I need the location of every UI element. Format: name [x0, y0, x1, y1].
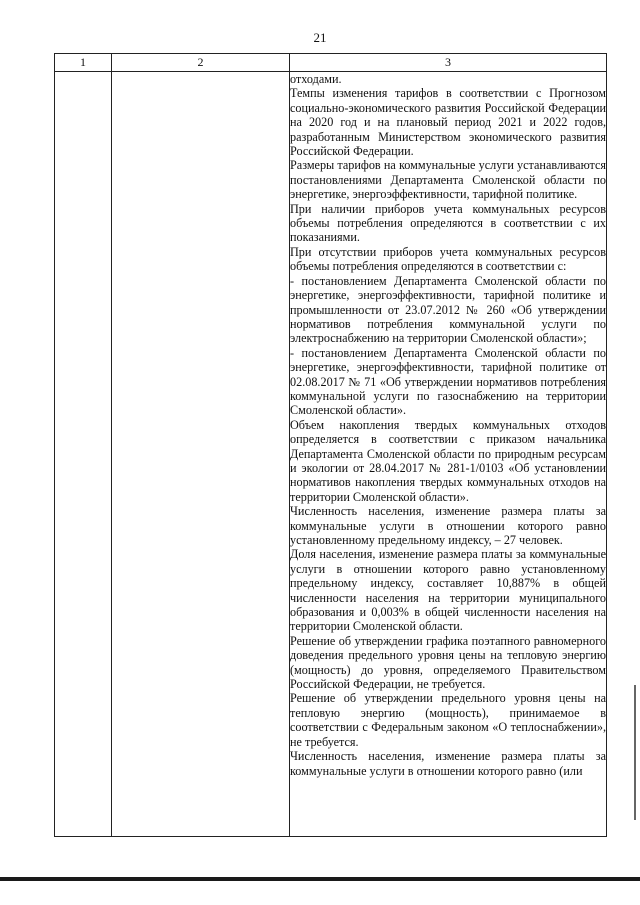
cell-col-2	[112, 72, 290, 837]
paragraph-tariff-rates: Темпы изменения тарифов в соответствии с Прогнозом социально-экономического развития Российской Федерации на 2020 год и на плановый период 2021 и 2022 годов, разработанным Министерством экономического развития Российской Федерации.	[290, 86, 606, 159]
table-header-row	[55, 54, 607, 72]
table-row	[55, 72, 607, 837]
paragraph-population-share: Доля населения, изменение размера платы за коммунальные услуги в отношении которого равно установленному предельному индексу, составляет 10,887% в общей численности населения на территории муниципального образования и 0,003% в общей численности населения на территории Смоленской области.	[290, 547, 606, 634]
document-table	[54, 53, 607, 837]
paragraph-population-count: Численность населения, изменение размера платы за коммунальные услуги в отношении которого равно установленному предельному индексу, – 27 человек.	[290, 504, 606, 547]
paragraph-waste-end: отходами.	[290, 72, 342, 86]
paragraph-resolution-260: - постановлением Департамента Смоленской области по энергетике, энергоэффективности, тарифной политике и промышленности от 23.07.2012 № 260 «Об утверждении нормативов потребления коммунальной услуги по электроснабжению на территории Смоленской области»;	[290, 273, 606, 346]
scan-bottom-edge	[0, 877, 640, 881]
page-number: 21	[313, 30, 327, 45]
paragraph-price-limit-decision: Решение об утверждении предельного уровня цены на тепловую энергию (мощность), принимаемое в соответствии с Федеральным законом «О теплоснабжении», не требуется.	[290, 691, 606, 749]
paragraph-meters-absent: При отсутствии приборов учета коммунальных ресурсов объемы потребления определяются в соответствии с:	[290, 244, 606, 274]
header-col-3: 3	[290, 54, 607, 72]
paragraph-tariff-sizes: Размеры тарифов на коммунальные услуги устанавливаются постановлениями Департамента Смоленской области по энергетике, энергоэффективности, тарифной политике.	[290, 158, 606, 202]
paragraph-resolution-71: - постановлением Департамента Смоленской области по энергетике, энергоэффективности, тарифной политике от 02.08.2017 № 71 «Об утверждении нормативов потребления коммунальной услуги по газоснабжению на территории Смоленской области».	[290, 345, 606, 418]
paragraph-schedule-decision: Решение об утверждении графика поэтапного равномерного доведения предельного уровня цены на тепловую энергию (мощность) до уровня, определяемого Правительством Российской Федерации, не требуется.	[290, 633, 606, 692]
header-col-1: 1	[55, 54, 112, 72]
cell-col-3	[290, 72, 607, 837]
header-col-2: 2	[112, 54, 290, 72]
paragraph-solid-waste: Объем накопления твердых коммунальных отходов определяется в соответствии с приказом начальника Департамента Смоленской области по природным ресурсам и экологии от 28.04.2017 № 281-1/0103 «Об установлении нормативов накопления твердых коммунальных отходов на территории Смоленской области».	[290, 417, 606, 504]
paragraph-population-count-2: Численность населения, изменение размера платы за коммунальные услуги в отношении которого равно (или	[290, 749, 606, 778]
cell-col-1	[55, 72, 112, 837]
paragraph-meters-present: При наличии приборов учета коммунальных ресурсов объемы потребления определяются в соответствии с их показаниями.	[290, 201, 606, 245]
scan-edge-mark	[634, 685, 636, 820]
